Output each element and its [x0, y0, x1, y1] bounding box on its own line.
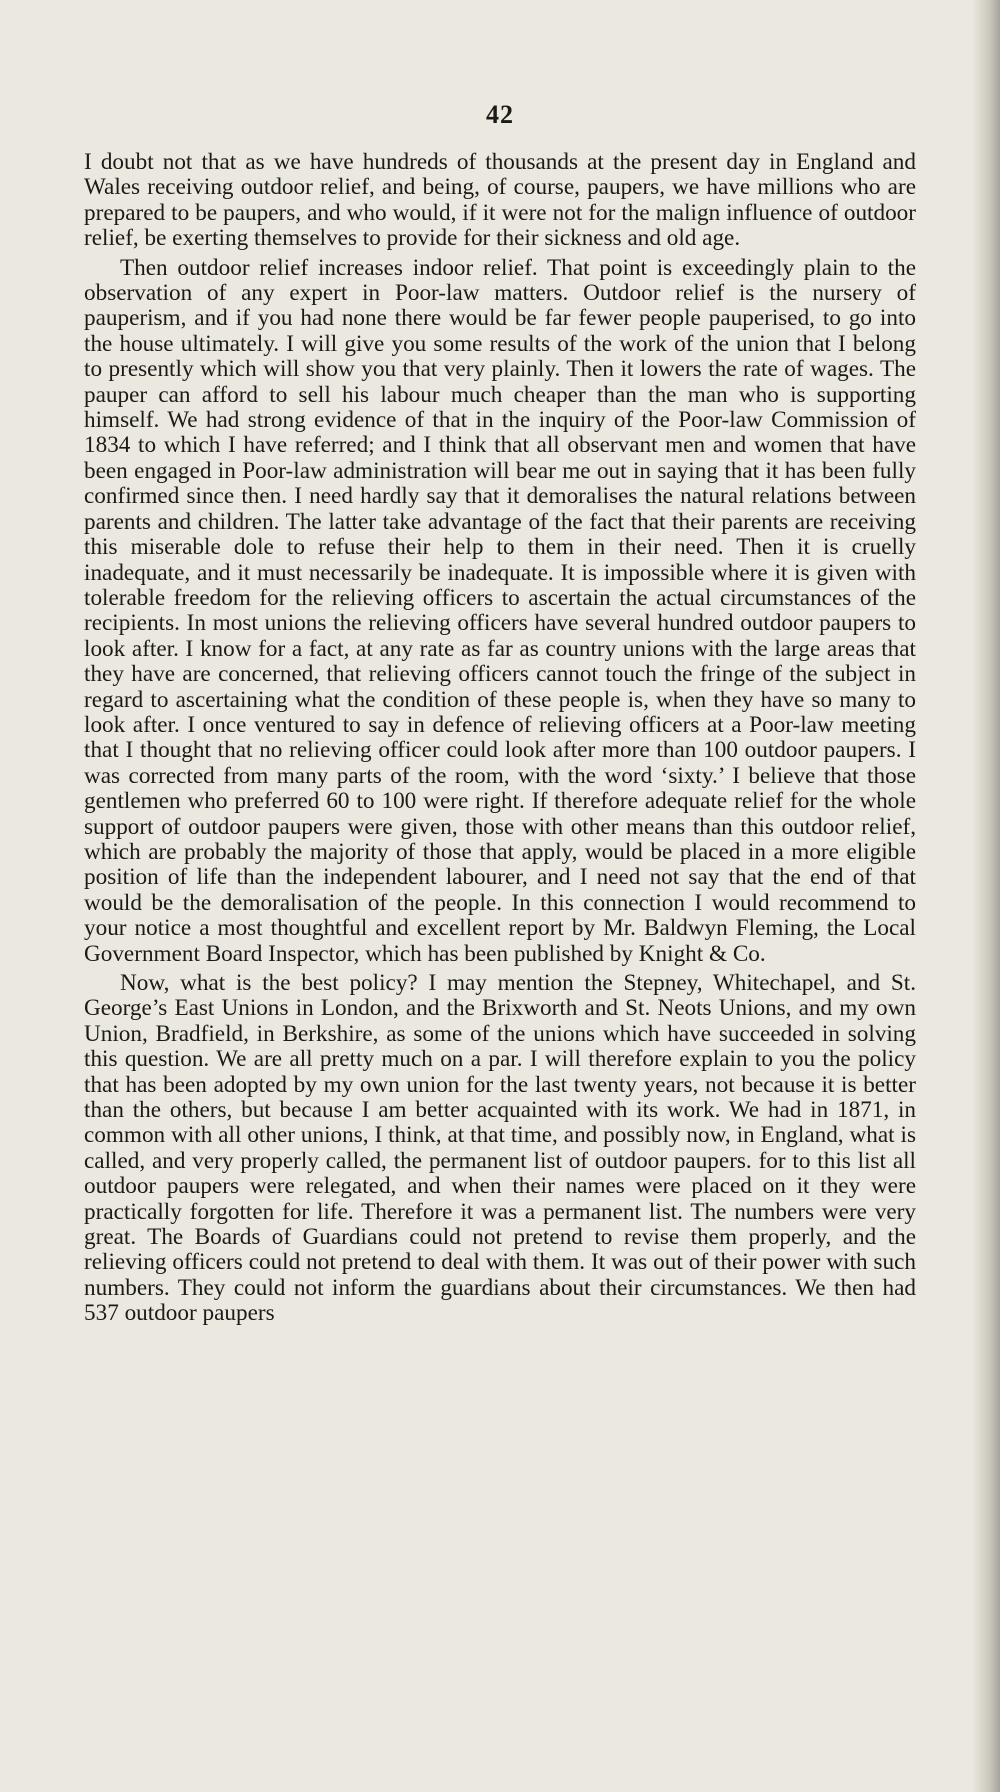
page-edge-shadow: [972, 0, 1000, 1792]
body-text: [84, 150, 916, 1331]
paragraph: Then outdoor relief increases indoor relief. That point is exceedingly plain to the observation of any expert in Poor-law matters. Outdoor relief is the nursery of pauperism, and if you had none there would be far fewer people pauperised, to go into the house ultimately. I will give you some results of the work of the union that I belong to presently which will show you that very plainly. Then it lowers the rate of wages. The pauper can afford to sell his labour much cheaper than the man who is supporting himself. We had strong evidence of that in the inquiry of the Poor-law Commission of 1834 to which I have referred; and I think that all observant men and women that have been engaged in Poor-law administration will bear me out in saying that it has been fully confirmed since then. I need hardly say that it demoralises the natural relations between parents and children. The latter take advantage of the fact that their parents are receiving this miserable dole to refuse their help to them in their need. Then it is cruelly inadequate, and it must necessarily be inadequate. It is impossible where it is given with tolerable freedom for the relieving officers to ascertain the actual circumstances of the recipients. In most unions the relieving officers have several hundred outdoor paupers to look after. I know for a fact, at any rate as far as country unions with the large areas that they have are concerned, that relieving officers cannot touch the fringe of the subject in regard to ascertaining what the condition of these people is, when they have so many to look after. I once ventured to say in defence of relieving officers at a Poor-law meeting that I thought that no relieving officer could look after more than 100 outdoor paupers. I was corrected from many parts of the room, with the word ‘sixty.’ I believe that those gentlemen who preferred 60 to 100 were right. If therefore adequate relief for the whole support of outdoor paupers were given, those with other means than this outdoor relief, which are probably the majority of those that apply, would be placed in a more eligible position of life than the independent labourer, and I need not say that the end of that would be the demoralisation of the people. In this connection I would recommend to your notice a most thoughtful and excellent report by Mr. Baldwyn Fleming, the Local Government Board Inspector, which has been published by Knight & Co.: [84, 254, 916, 967]
paragraph: Now, what is the best policy? I may mention the Stepney, Whitechapel, and St. George’s East Unions in London, and the Brixworth and St. Neots Unions, and my own Union, Bradfield, in Berkshire, as some of the unions which have succeeded in solving this question. We are all pretty much on a par. I will therefore explain to you the policy that has been adopted by my own union for the last twenty years, not because it is better than the others, but because I am better acquainted with its work. We had in 1871, in common with all other unions, I think, at that time, and possibly now, in England, what is called, and very properly called, the permanent list of outdoor paupers. for to this list all outdoor paupers were relegated, and when their names were placed on it they were practically forgotten for life. Therefore it was a permanent list. The numbers were very great. The Boards of Guardians could not pretend to revise them properly, and the relieving officers could not pretend to deal with them. It was out of their power with such numbers. They could not inform the guardians about their circumstances. We then had 537 outdoor paupers: [84, 970, 916, 1327]
paragraph: I doubt not that as we have hundreds of thousands at the present day in England and Wales receiving outdoor relief, and being, of course, paupers, we have millions who are prepared to be paupers, and who would, if it were not for the malign influence of outdoor relief, be exerting themselves to provide for their sickness and old age.: [84, 149, 916, 252]
page-number: 42: [486, 100, 514, 129]
